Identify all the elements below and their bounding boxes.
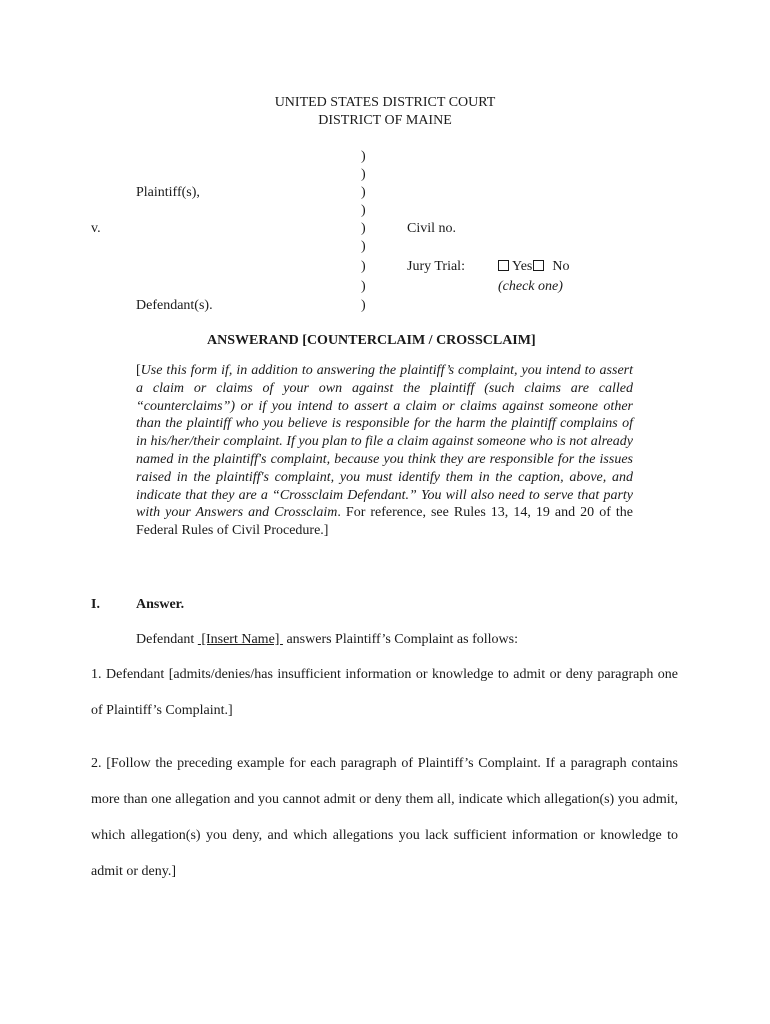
answer-paragraph-1: 1. Defendant [admits/denies/has insufficient information or knowledge to admit or deny paragraph one of Plaintiff’s Complaint.]	[91, 667, 678, 718]
instructions-roman-text: . For reference, see Rules 13, 14, 19 and 20 of the Federal Rules of Civil Procedure.]	[136, 505, 633, 539]
caption-paren: )	[361, 298, 366, 313]
court-name: UNITED STATES DISTRICT COURT	[274, 95, 496, 110]
district-name: DISTRICT OF MAINE	[318, 113, 452, 128]
defendant-label: Defendant(s).	[136, 298, 213, 313]
caption-paren: )	[361, 239, 366, 254]
caption-paren: )	[361, 279, 366, 294]
caption-paren: )	[361, 259, 366, 274]
instructions-italic-text: Use this form if, in addition to answering the plaintiff’s complaint, you intend to assert a claim or claims of your own against the plaintiff (such claims are called “counterclaims”) or if you intend to assert a claim or claims against someone other than the plaintiff who you believe is responsible for the harm the plaintiff complains of in his/her/their complaint. If you plan to file a claim against someone who is not already named in the plaintiff's complaint, because you think they are responsible for the issues raised in the plaintiff's complaint, you must identify them in the caption, above, and indicate that they are a “Crossclaim Defendant.” You will also need to serve that party with your Answers and Crossclaim	[136, 363, 633, 521]
instructions-open-bracket: [	[136, 363, 141, 378]
no-checkbox[interactable]	[533, 260, 544, 271]
yes-checkbox[interactable]	[498, 260, 509, 271]
jury-trial-label: Jury Trial:	[407, 259, 465, 274]
document-title: ANSWERAND [COUNTERCLAIM / CROSSCLAIM]	[207, 333, 536, 348]
caption-paren: )	[361, 167, 366, 182]
answer-intro-prefix: Defendant	[136, 632, 195, 647]
caption-paren: )	[361, 149, 366, 164]
yes-label: Yes	[512, 259, 533, 274]
answer-intro	[136, 631, 518, 649]
caption-paren: )	[361, 185, 366, 200]
jury-trial-options	[498, 258, 570, 276]
caption-paren: )	[361, 221, 366, 236]
defendant-name-blank[interactable]: [Insert Name]	[197, 632, 283, 647]
answer-paragraph-2: 2. [Follow the preceding example for each paragraph of Plaintiff’s Complaint. If a paragraph contains more than one allegation and you cannot admit or deny them all, indicate which allegation(s) you admit, which allegation(s) you deny, and which allegations you lack sufficient information or knowledge to admit or deny.]	[91, 756, 678, 879]
answer-intro-suffix: answers Plaintiff’s Complaint as follows:	[286, 632, 518, 647]
civil-no-label: Civil no.	[407, 221, 457, 236]
caption-paren: )	[361, 203, 366, 218]
instructions-block	[136, 362, 633, 540]
no-label: No	[552, 259, 570, 274]
versus-label: v.	[91, 221, 101, 236]
section-heading: Answer.	[136, 597, 185, 612]
check-one-note: (check one)	[498, 279, 563, 294]
section-number: I.	[91, 597, 100, 612]
plaintiff-label: Plaintiff(s),	[136, 185, 200, 200]
